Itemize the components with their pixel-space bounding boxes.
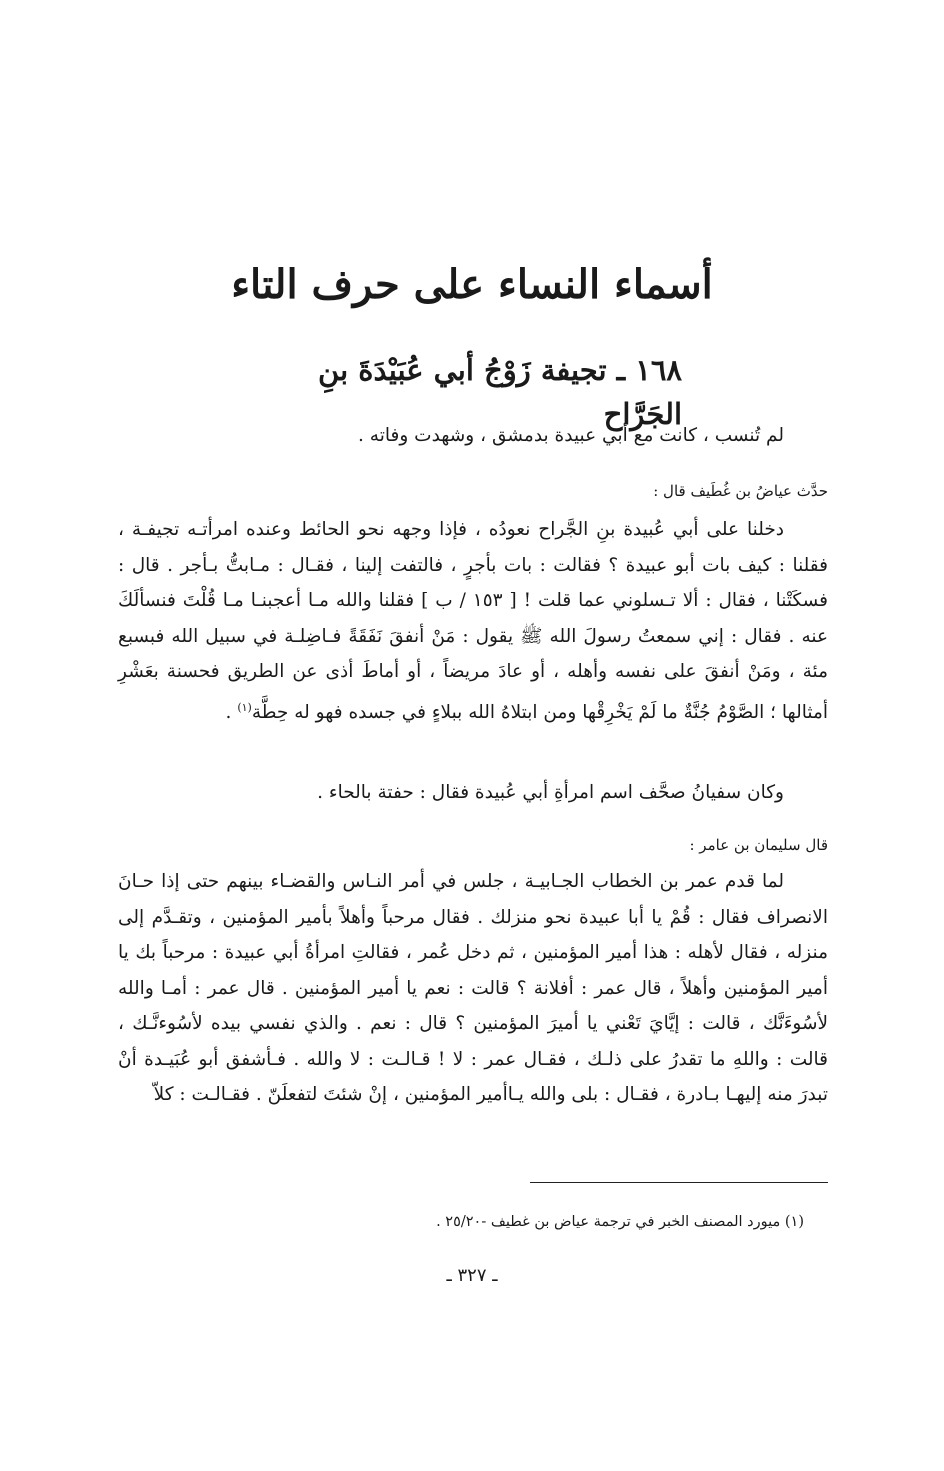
hadith-end: . (225, 701, 238, 723)
intro-paragraph: لم تُنسب ، كانت مع أبي عبيدة بدمشق ، وشهدت وفاته . (358, 425, 784, 446)
footnote: (١) ميورد المصنف الخبر في ترجمة عياض بن غطيف -٢٥/٢٠ . (436, 1214, 804, 1230)
chapter-title: أسماء النساء على حرف التاء (231, 261, 713, 308)
hadith-text: دخلنا على أبي عُبيدة بنِ الجَّراح نعودُه ، فإذا وجهه نحو الحائط وعنده امرأتـه تجيفـة ، فقلنا : كيف بات أبو عبيدة ؟ فقالت : بات بأجرٍ ، فالتفت إلينا ، فقـال : مـابتُّ بـأجر . قال : فسكَتْنا ، فقال : ألا تـسلوني عما قلت ! [ ١٥٣ / ب ] فقلنا والله مـا أعجبنـا مـا قُلْتَ فنسألَكَ عنه . فقال : إني سمعتُ رسولَ الله ﷺ يقول : مَنْ أنفقَ نَفَقَةً فـاضِلـة في سبيل الله فبسبع مئة ، ومَنْ أنفقَ على نفسه وأهله ، أو عادَ مريضاً ، أو أماطَ أذى عن الطريق فحسنة بعَشْرِ أمثالها ؛ الصَّوْمُ جُنَّةٌ ما لَمْ يَخْرِقْها ومن ابتلاهُ الله ببلاءٍ في جسده فهو له حِطَّة (118, 519, 828, 723)
footnote-divider (530, 1182, 828, 1183)
note-paragraph: وكان سفيانُ صحَّف اسم امرأةِ أبي عُبيدة فقال : حفتة بالحاء . (317, 782, 784, 803)
story-paragraph: لما قدم عمر بن الخطاب الجـابيـة ، جلس في أمر النـاس والقضـاء بينهم حتى إذا حـانَ الانصراف فقال : قُمْ يا أبا عبيدة نحو منزلك . فقال مرحباً وأهلاً بأمير المؤمنين ، وتقـدَّم إلى منزله ، فقال لأهله : هذا أمير المؤمنين ، ثم دخل عُمر ، فقالتِ امرأةُ أبي عبيدة : مرحباً بك يا أمير المؤمنين وأهلاً ، قال عمر : أفلانة ؟ قالت : نعم يا أمير المؤمنين . قال عمر : أمـا والله لأسُوءَنَّك ، قالت : إيَّايَ تَعْني يا أميرَ المؤمنين ؟ قال : نعم . والذي نفسي بيده لأسُوءنَّـك ، قالت : واللهِ ما تقدرُ على ذلـك ، فقـال عمر : لا ! قـالـت : لا والله . فـأشفق أبو عُبَيـدة أنْ تبدرَ منه إليهـا بـادرة ، فقـال : بلى والله يـاأمير المؤمنين ، إنْ شئتَ لتفعلَنّ . فقـالـت : كلاّ (118, 871, 828, 1105)
entry-heading: ١٦٨ ـ تجيفة زَوْجُ أبي عُبَيْدَةَ بنِ الجَرَّاح (318, 353, 682, 431)
footnote-reference: (١) (237, 700, 252, 714)
page-number: ـ ٣٢٧ ـ (446, 1265, 498, 1286)
narrator-line-2: قال سليمان بن عامر : (689, 836, 828, 854)
narrator-line-1: حدَّث عياضُ بن غُطَيف قال : (653, 482, 828, 500)
hadith-paragraph (118, 512, 828, 730)
